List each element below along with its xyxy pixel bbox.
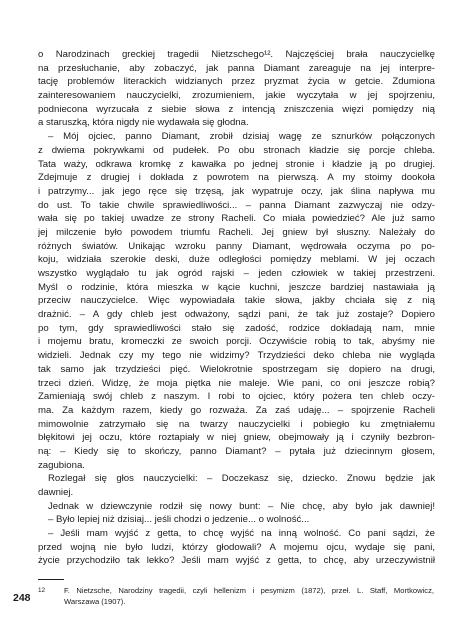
text-line: i patrzymy... jak jego ręce się trzęsą, jak wypatruje oczy, jak ślina napływa mu: [38, 185, 435, 197]
text-line: przed wojną nie było ludzi, którzy głodowali? A mojemu ojcu, wydaje się pani,: [38, 541, 435, 553]
footnote-line: Warszawa (1907).: [64, 597, 126, 606]
text-line: ną: – Kiedy się to skończy, panno Diamant? – pytała już dziecinnym głosem,: [38, 445, 435, 457]
text-line: Tata waży, odkrawa kromkę z kawałka po jednej stronie i kładzie ją po drugiej.: [38, 158, 435, 170]
text-line: i mojemu bratu, kromeczki ze swoich porcji. Oczywiście robią to tak, abyśmy nie: [38, 336, 435, 348]
text-line: błękitowi jej oczu, które roztapiały w niej gniew, obejmowały ją i czyniły bezbron-: [38, 432, 435, 444]
text-line: po tym, gdy sprawiedliwości stało się zadość, rodzice dokładają nam, mnie: [38, 322, 435, 334]
text-line: zagubiona.: [38, 459, 85, 471]
footnote-text: [64, 585, 434, 607]
text-line: koju, widziała szerokie deski, duże odległości pomiędzy meblami. W jej oczach: [38, 254, 435, 266]
text-line: o Narodzinach greckiej tragedii Nietzschego¹². Najczęściej brała nauczycielkę: [38, 49, 435, 60]
text-line: Zamieniają swój chleb z naszym. I robi to ojciec, który pożera ten chleb oczy-: [38, 391, 435, 403]
text-line: dawniej.: [38, 487, 74, 498]
text-line: z dwiema pokrywkami od pudełek. Po obu stronach kładzie się porcje chleba.: [38, 144, 435, 156]
text-line: jej milczenie było powodem triumfu Racheli. Jej gniew był słuszny. Należały do: [38, 226, 435, 238]
text-line: na przesłuchanie, aby zobaczyć, jak panna Diamant zareaguje na jej interpre-: [38, 62, 435, 74]
text-line: trzeci dzień. Widzę, że moja piętka nie maleje. Wie pani, co oni jeszcze robią?: [38, 377, 435, 389]
footnote-line: F. Nietzsche, Narodziny tragedii, czyli hellenizm i pesymizm (1872), przeł. L. Staff, Mortkowicz,: [64, 586, 434, 595]
text-line: tak samo jak trzydzieści pięć. Wielokrotnie spostrzegam się dopiero na drugi,: [38, 363, 435, 375]
text-line: mimowolnie zatrzymało się na twarzy nauczycielki i pobiegło ku zmętniałemu: [38, 418, 435, 430]
footnote-rule: [38, 579, 64, 580]
text-line: a staruszką, która nigdy nie wydawała się głodna.: [38, 117, 249, 129]
text-line: do ust. To takie chwile sprawiedliwości... – panna Diamant zazwyczaj nie odzy-: [38, 199, 435, 211]
text-line: ma. Za każdym razem, kiedy go rozważa. Za zaś udaję... – spojrzenie Racheli: [38, 404, 435, 416]
text-line: zainteresowaniem nauczycielki, zrozumieniem, jakie wyczytała w jej spojrzeniu,: [38, 90, 435, 102]
text-line: Rozlegał się głos nauczycielki: – Doczekasz się, dziecko. Znowu będzie jak: [48, 473, 435, 485]
text-line: – Było lepiej niż dzisiaj... jeśli chodzi o jedzenie... o wolność...: [48, 514, 310, 526]
text-line: Zdejmuje z drugiej i dokłada z powrotem na pierwszą. A my stoimy dookoła: [38, 172, 435, 184]
text-line: podniecona wyrzucała z siebie słowa z intencją zniszczenia więzi pomiędzy nią: [38, 103, 435, 115]
text-line: różnych światów. Unikając wzroku panny Diamant, wędrowała oczyma po po-: [38, 240, 435, 252]
text-line: – Jeśli mam wyjść z getta, to chcę wyjść na inną wolność. Co pani sądzi, że: [48, 528, 435, 540]
main-text: [38, 48, 435, 568]
text-line: – Mój ojciec, panno Diamant, zrobił dzisiaj wagę ze sznurków połączonych: [48, 131, 435, 143]
text-line: wszystko wyglądało tu jak ogród rajski – jeden człowiek w takiej przestrzeni.: [38, 268, 435, 279]
text-line: Jednak w dziewczynie rodził się nowy bunt: – Nie chcę, aby było jak dawniej!: [48, 500, 435, 512]
text-line: życie przychodziło tak lekko? Jeśli mam wyjść z getta, to chcę, aby urzeczywistnił: [38, 555, 435, 567]
text-line: wała się po takiej uwadze ze strony Racheli. Co miała powiedzieć? Ale już samo: [38, 213, 435, 225]
text-line: widzieli. Jednak czy my tego nie widzimy? Trzydzieści deko chleba nie wygląda: [38, 350, 435, 362]
page-number: 248: [13, 592, 31, 604]
text-line: drażnić. – A gdy chleb jest odważony, sądzi pani, że tak już zostaje? Dopiero: [38, 309, 435, 321]
text-line: przeciw nauczycielce. Więc wypowiadała takie słowa, jakby chciała się z nią: [38, 295, 435, 307]
footnote-number: 12: [38, 587, 46, 594]
text-line: Myśl o rodzinie, która mieszka w kącie kuchni, jeszcze bardziej nastawiała ją: [38, 281, 435, 293]
text-line: tację problemów literackich widzianych przez pryzmat życia w getcie. Zdumiona: [38, 76, 435, 88]
